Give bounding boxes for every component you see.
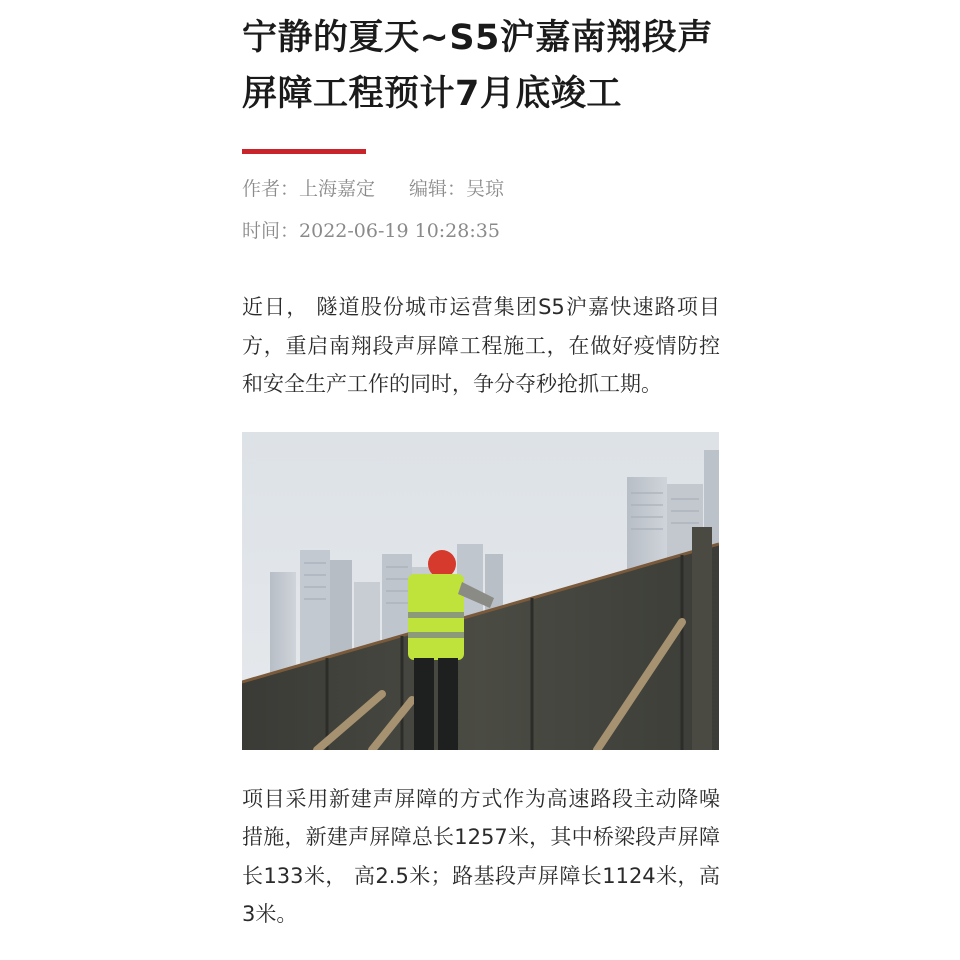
article-paragraph-1: 近日， 隧道股份城市运营集团S5沪嘉快速路项目方，重启南翔段声屏障工程施工，在做好疫情防控和安全生产工作的同时，争分夺秒抢抓工期。 xyxy=(242,295,720,396)
title-accent-rule xyxy=(242,149,366,154)
editor-name: 吴琼 xyxy=(466,178,505,200)
article xyxy=(242,0,720,934)
article-title: 宁静的夏天~S5沪嘉南翔段声屏障工程预计7月底竣工 xyxy=(242,18,713,114)
article-paragraph-2: 项目采用新建声屏障的方式作为高速路段主动降噪措施，新建声屏障总长1257米，其中桥梁段声屏障长133米， 高2.5米；路基段声屏障长1124米，高3米。 xyxy=(242,786,720,926)
publish-time xyxy=(242,218,720,244)
time-label: 时间： xyxy=(242,220,300,242)
construction-photo xyxy=(242,432,719,750)
author-label: 作者： xyxy=(242,178,300,200)
editor-label: 编辑： xyxy=(409,178,467,200)
time-value: 2022-06-19 10:28:35 xyxy=(299,220,500,242)
byline xyxy=(242,176,720,202)
author-name: 上海嘉定 xyxy=(299,178,376,200)
